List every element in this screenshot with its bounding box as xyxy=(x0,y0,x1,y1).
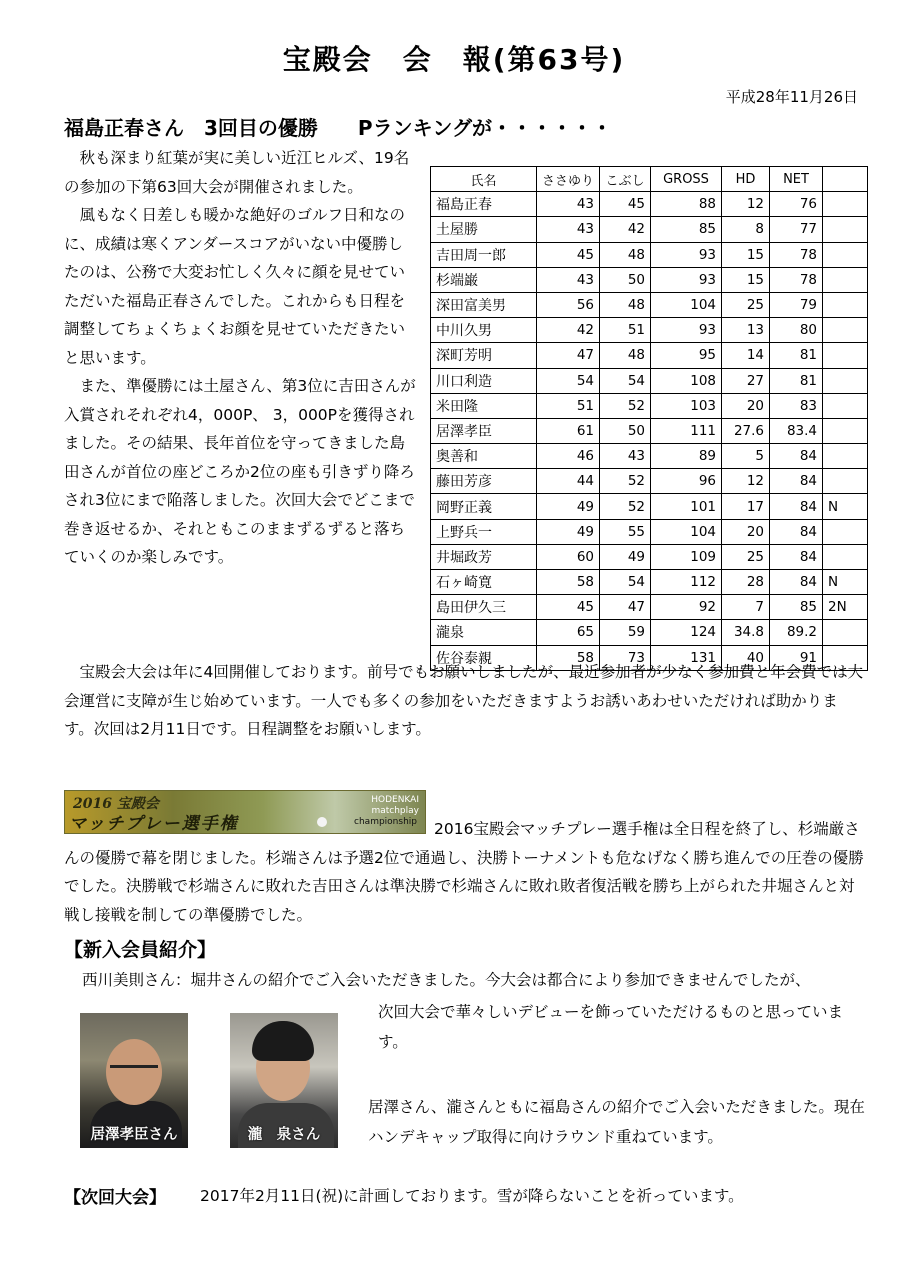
row-note xyxy=(823,343,868,368)
row-gross: 92 xyxy=(651,595,722,620)
row-name: 米田隆 xyxy=(431,393,537,418)
row-hd: 8 xyxy=(722,217,770,242)
row-note xyxy=(823,444,868,469)
row-name: 佐谷泰親 xyxy=(431,645,537,670)
row-name: 中川久男 xyxy=(431,318,537,343)
row-kobushi: 52 xyxy=(600,393,651,418)
row-hd: 14 xyxy=(722,343,770,368)
row-kobushi: 48 xyxy=(600,242,651,267)
row-hd: 13 xyxy=(722,318,770,343)
header-note xyxy=(823,167,868,192)
row-note: N xyxy=(823,570,868,595)
intro-paragraph-1: 秋も深まり紅葉が実に美しい近江ヒルズ、19名の参加の下第63回大会が開催されました。 xyxy=(64,149,410,196)
photo-1-glasses xyxy=(110,1065,158,1076)
row-gross: 101 xyxy=(651,494,722,519)
row-name: 上野兵一 xyxy=(431,519,537,544)
row-gross: 95 xyxy=(651,343,722,368)
row-net: 78 xyxy=(770,242,823,267)
row-hd: 27.6 xyxy=(722,418,770,443)
photo-2-hair xyxy=(252,1021,314,1061)
table-row xyxy=(431,343,868,368)
row-gross: 96 xyxy=(651,469,722,494)
row-note xyxy=(823,519,868,544)
row-gross: 93 xyxy=(651,242,722,267)
new-member-line-1: 西川美則さん：堀井さんの紹介でご入会いただきました。今大会は都合により参加できませんでしたが、 xyxy=(82,971,811,989)
row-net: 81 xyxy=(770,368,823,393)
row-net: 89.2 xyxy=(770,620,823,645)
row-net: 77 xyxy=(770,217,823,242)
member-photo-2 xyxy=(230,1013,338,1148)
row-gross: 124 xyxy=(651,620,722,645)
row-kobushi: 48 xyxy=(600,343,651,368)
row-kobushi: 43 xyxy=(600,444,651,469)
row-gross: 85 xyxy=(651,217,722,242)
header-name: 氏名 xyxy=(431,167,537,192)
row-gross: 88 xyxy=(651,192,722,217)
row-net: 81 xyxy=(770,343,823,368)
banner-en-1: HODENKAI xyxy=(371,795,419,805)
row-name: 深田富美男 xyxy=(431,292,537,317)
row-note xyxy=(823,292,868,317)
row-kobushi: 45 xyxy=(600,192,651,217)
row-sasayuri: 58 xyxy=(537,570,600,595)
row-sasayuri: 43 xyxy=(537,192,600,217)
row-gross: 93 xyxy=(651,318,722,343)
table-row xyxy=(431,494,868,519)
row-kobushi: 55 xyxy=(600,519,651,544)
row-net: 80 xyxy=(770,318,823,343)
row-gross: 111 xyxy=(651,418,722,443)
banner-title: マッチプレー選手権 xyxy=(69,814,239,834)
row-note xyxy=(823,192,868,217)
row-name: 深町芳明 xyxy=(431,343,537,368)
headline: 福島正春さん 3回目の優勝 Pランキングが・・・・・・ xyxy=(64,116,612,140)
row-net: 84 xyxy=(770,469,823,494)
header-sasayuri: ささゆり xyxy=(537,167,600,192)
page-title: 宝殿会 会 報(第63号) xyxy=(282,43,626,76)
intro-paragraph-3: また、準優勝には土屋さん、第3位に吉田さんが入賞されそれぞれ4，000P、 3，000Pを獲得されました。その結果、長年首位を守ってきました島田さんが首位の座どころか2位の座も引きずり降ろされ3位にまで陥落しました。次回大会でどこまで巻き返せるか、それともこのままずるずると落ちていくのか楽しみです。 xyxy=(64,377,416,566)
row-net: 84 xyxy=(770,444,823,469)
row-name: 瀧泉 xyxy=(431,620,537,645)
row-gross: 104 xyxy=(651,292,722,317)
row-net: 84 xyxy=(770,570,823,595)
row-kobushi: 47 xyxy=(600,595,651,620)
row-note xyxy=(823,418,868,443)
banner-en-3: championship xyxy=(354,817,417,827)
row-kobushi: 42 xyxy=(600,217,651,242)
table-row xyxy=(431,267,868,292)
row-name: 石ヶ崎寛 xyxy=(431,570,537,595)
row-net: 85 xyxy=(770,595,823,620)
row-kobushi: 59 xyxy=(600,620,651,645)
row-sasayuri: 45 xyxy=(537,595,600,620)
header-net: NET xyxy=(770,167,823,192)
table-row xyxy=(431,595,868,620)
banner-year: 2016 宝殿会 xyxy=(73,796,159,812)
row-hd: 17 xyxy=(722,494,770,519)
row-note xyxy=(823,368,868,393)
row-hd: 40 xyxy=(722,645,770,670)
next-event-text: 2017年2月11日(祝)に計画しております。雪が降らないことを祈っています。 xyxy=(200,1187,744,1205)
new-member-line-2: 次回大会で華々しいデビューを飾っていただけるものと思っています。 xyxy=(378,1003,844,1051)
row-name: 吉田周一郎 xyxy=(431,242,537,267)
row-sasayuri: 58 xyxy=(537,645,600,670)
row-hd: 15 xyxy=(722,242,770,267)
row-name: 杉端巌 xyxy=(431,267,537,292)
intro-paragraph-2: 風もなく日差しも暖かな絶好のゴルフ日和なのに、成績は寒くアンダースコアがいない中優勝したのは、公務で大変お忙しく久々に顔を見せていただいた福島正春さんでした。これからも日程を調整してちょくちょくお顔を見せていただきたいと思います。 xyxy=(64,206,406,367)
row-name: 藤田芳彦 xyxy=(431,469,537,494)
row-net: 76 xyxy=(770,192,823,217)
table-row xyxy=(431,544,868,569)
row-note xyxy=(823,544,868,569)
row-sasayuri: 44 xyxy=(537,469,600,494)
table-row xyxy=(431,519,868,544)
table-row xyxy=(431,368,868,393)
row-name: 土屋勝 xyxy=(431,217,537,242)
new-member-line-3: 居澤さん、瀧さんともに福島さんの紹介でご入会いただきました。現在ハンデキャップ取得に向けラウンド重ねています。 xyxy=(368,1098,865,1146)
row-kobushi: 51 xyxy=(600,318,651,343)
row-net: 84 xyxy=(770,519,823,544)
row-name: 福島正春 xyxy=(431,192,537,217)
row-hd: 20 xyxy=(722,519,770,544)
row-name: 島田伊久三 xyxy=(431,595,537,620)
row-note xyxy=(823,217,868,242)
row-name: 奥善和 xyxy=(431,444,537,469)
announcement-text: 宝殿会大会は年に4回開催しております。前号でもお願いしましたが、最近参加者が少なく参加費と年会費では大会運営に支障が生じ始めています。一人でも多くの参加をいただきますようお誘いあわせいただければ助かります。次回は2月11日です。日程調整をお願いします。 xyxy=(64,663,864,738)
row-gross: 109 xyxy=(651,544,722,569)
row-sasayuri: 56 xyxy=(537,292,600,317)
row-sasayuri: 49 xyxy=(537,519,600,544)
row-kobushi: 52 xyxy=(600,494,651,519)
table-row xyxy=(431,570,868,595)
row-gross: 93 xyxy=(651,267,722,292)
row-hd: 27 xyxy=(722,368,770,393)
row-hd: 15 xyxy=(722,267,770,292)
row-name: 井堀政芳 xyxy=(431,544,537,569)
row-sasayuri: 43 xyxy=(537,217,600,242)
row-kobushi: 54 xyxy=(600,368,651,393)
match-play-paragraph: 2016宝殿会マッチプレー選手権は全日程を終了し、杉端厳さんの優勝で幕を閉じました。杉端さんは予選2位で通過し、決勝トーナメントも危なげなく勝ち進んでの圧巻の優勝でした。決勝戦で杉端さんに敗れた吉田さんは準決勝で杉端さんに敗れ敗者復活戦を勝ち上がられた井堀さんと対戦し接戦を制しての準優勝でした。 xyxy=(64,820,864,924)
row-sasayuri: 49 xyxy=(537,494,600,519)
row-sasayuri: 54 xyxy=(537,368,600,393)
row-net: 84 xyxy=(770,494,823,519)
row-sasayuri: 47 xyxy=(537,343,600,368)
row-kobushi: 50 xyxy=(600,267,651,292)
table-row xyxy=(431,242,868,267)
row-hd: 7 xyxy=(722,595,770,620)
table-row xyxy=(431,469,868,494)
next-event-heading: 【次回大会】 xyxy=(64,1188,166,1208)
photo-2-caption: 瀧 泉さん xyxy=(247,1127,321,1143)
row-gross: 108 xyxy=(651,368,722,393)
row-note xyxy=(823,242,868,267)
row-note: N xyxy=(823,494,868,519)
row-gross: 89 xyxy=(651,444,722,469)
results-table xyxy=(430,166,868,671)
header-hd: HD xyxy=(722,167,770,192)
row-note xyxy=(823,267,868,292)
row-sasayuri: 45 xyxy=(537,242,600,267)
row-sasayuri: 43 xyxy=(537,267,600,292)
row-note xyxy=(823,469,868,494)
row-kobushi: 50 xyxy=(600,418,651,443)
row-sasayuri: 60 xyxy=(537,544,600,569)
row-net: 84 xyxy=(770,544,823,569)
table-row xyxy=(431,292,868,317)
row-name: 居澤孝臣 xyxy=(431,418,537,443)
announcement xyxy=(64,658,864,744)
table-row xyxy=(431,418,868,443)
row-net: 83.4 xyxy=(770,418,823,443)
new-members-heading: 【新入会員紹介】 xyxy=(64,939,217,961)
row-kobushi: 48 xyxy=(600,292,651,317)
table-row xyxy=(431,393,868,418)
header-gross: GROSS xyxy=(651,167,722,192)
table-row xyxy=(431,217,868,242)
row-sasayuri: 65 xyxy=(537,620,600,645)
photo-1-caption: 居澤孝臣さん xyxy=(90,1127,178,1143)
row-gross: 103 xyxy=(651,393,722,418)
header-kobushi: こぶし xyxy=(600,167,651,192)
row-kobushi: 54 xyxy=(600,570,651,595)
row-net: 78 xyxy=(770,267,823,292)
row-net: 91 xyxy=(770,645,823,670)
row-hd: 25 xyxy=(722,292,770,317)
row-hd: 20 xyxy=(722,393,770,418)
row-gross: 131 xyxy=(651,645,722,670)
row-hd: 25 xyxy=(722,544,770,569)
table-row xyxy=(431,444,868,469)
row-sasayuri: 51 xyxy=(537,393,600,418)
row-name: 岡野正義 xyxy=(431,494,537,519)
row-hd: 34.8 xyxy=(722,620,770,645)
row-gross: 104 xyxy=(651,519,722,544)
intro-text xyxy=(64,144,416,572)
match-play-text xyxy=(64,815,864,929)
member-photo-1 xyxy=(80,1013,188,1148)
row-note xyxy=(823,393,868,418)
row-net: 79 xyxy=(770,292,823,317)
row-hd: 12 xyxy=(722,192,770,217)
row-hd: 28 xyxy=(722,570,770,595)
row-kobushi: 73 xyxy=(600,645,651,670)
row-kobushi: 52 xyxy=(600,469,651,494)
table-row xyxy=(431,318,868,343)
row-note xyxy=(823,620,868,645)
row-sasayuri: 42 xyxy=(537,318,600,343)
row-kobushi: 49 xyxy=(600,544,651,569)
issue-date: 平成28年11月26日 xyxy=(725,88,858,106)
table-row xyxy=(431,192,868,217)
row-name: 川口利造 xyxy=(431,368,537,393)
table-header-row xyxy=(431,167,868,192)
row-note xyxy=(823,318,868,343)
row-hd: 12 xyxy=(722,469,770,494)
banner-en-2: matchplay xyxy=(371,806,419,816)
row-gross: 112 xyxy=(651,570,722,595)
row-hd: 5 xyxy=(722,444,770,469)
row-net: 83 xyxy=(770,393,823,418)
row-sasayuri: 61 xyxy=(537,418,600,443)
table-row xyxy=(431,620,868,645)
row-note: 2N xyxy=(823,595,868,620)
banner-en-top xyxy=(371,795,419,817)
row-sasayuri: 46 xyxy=(537,444,600,469)
